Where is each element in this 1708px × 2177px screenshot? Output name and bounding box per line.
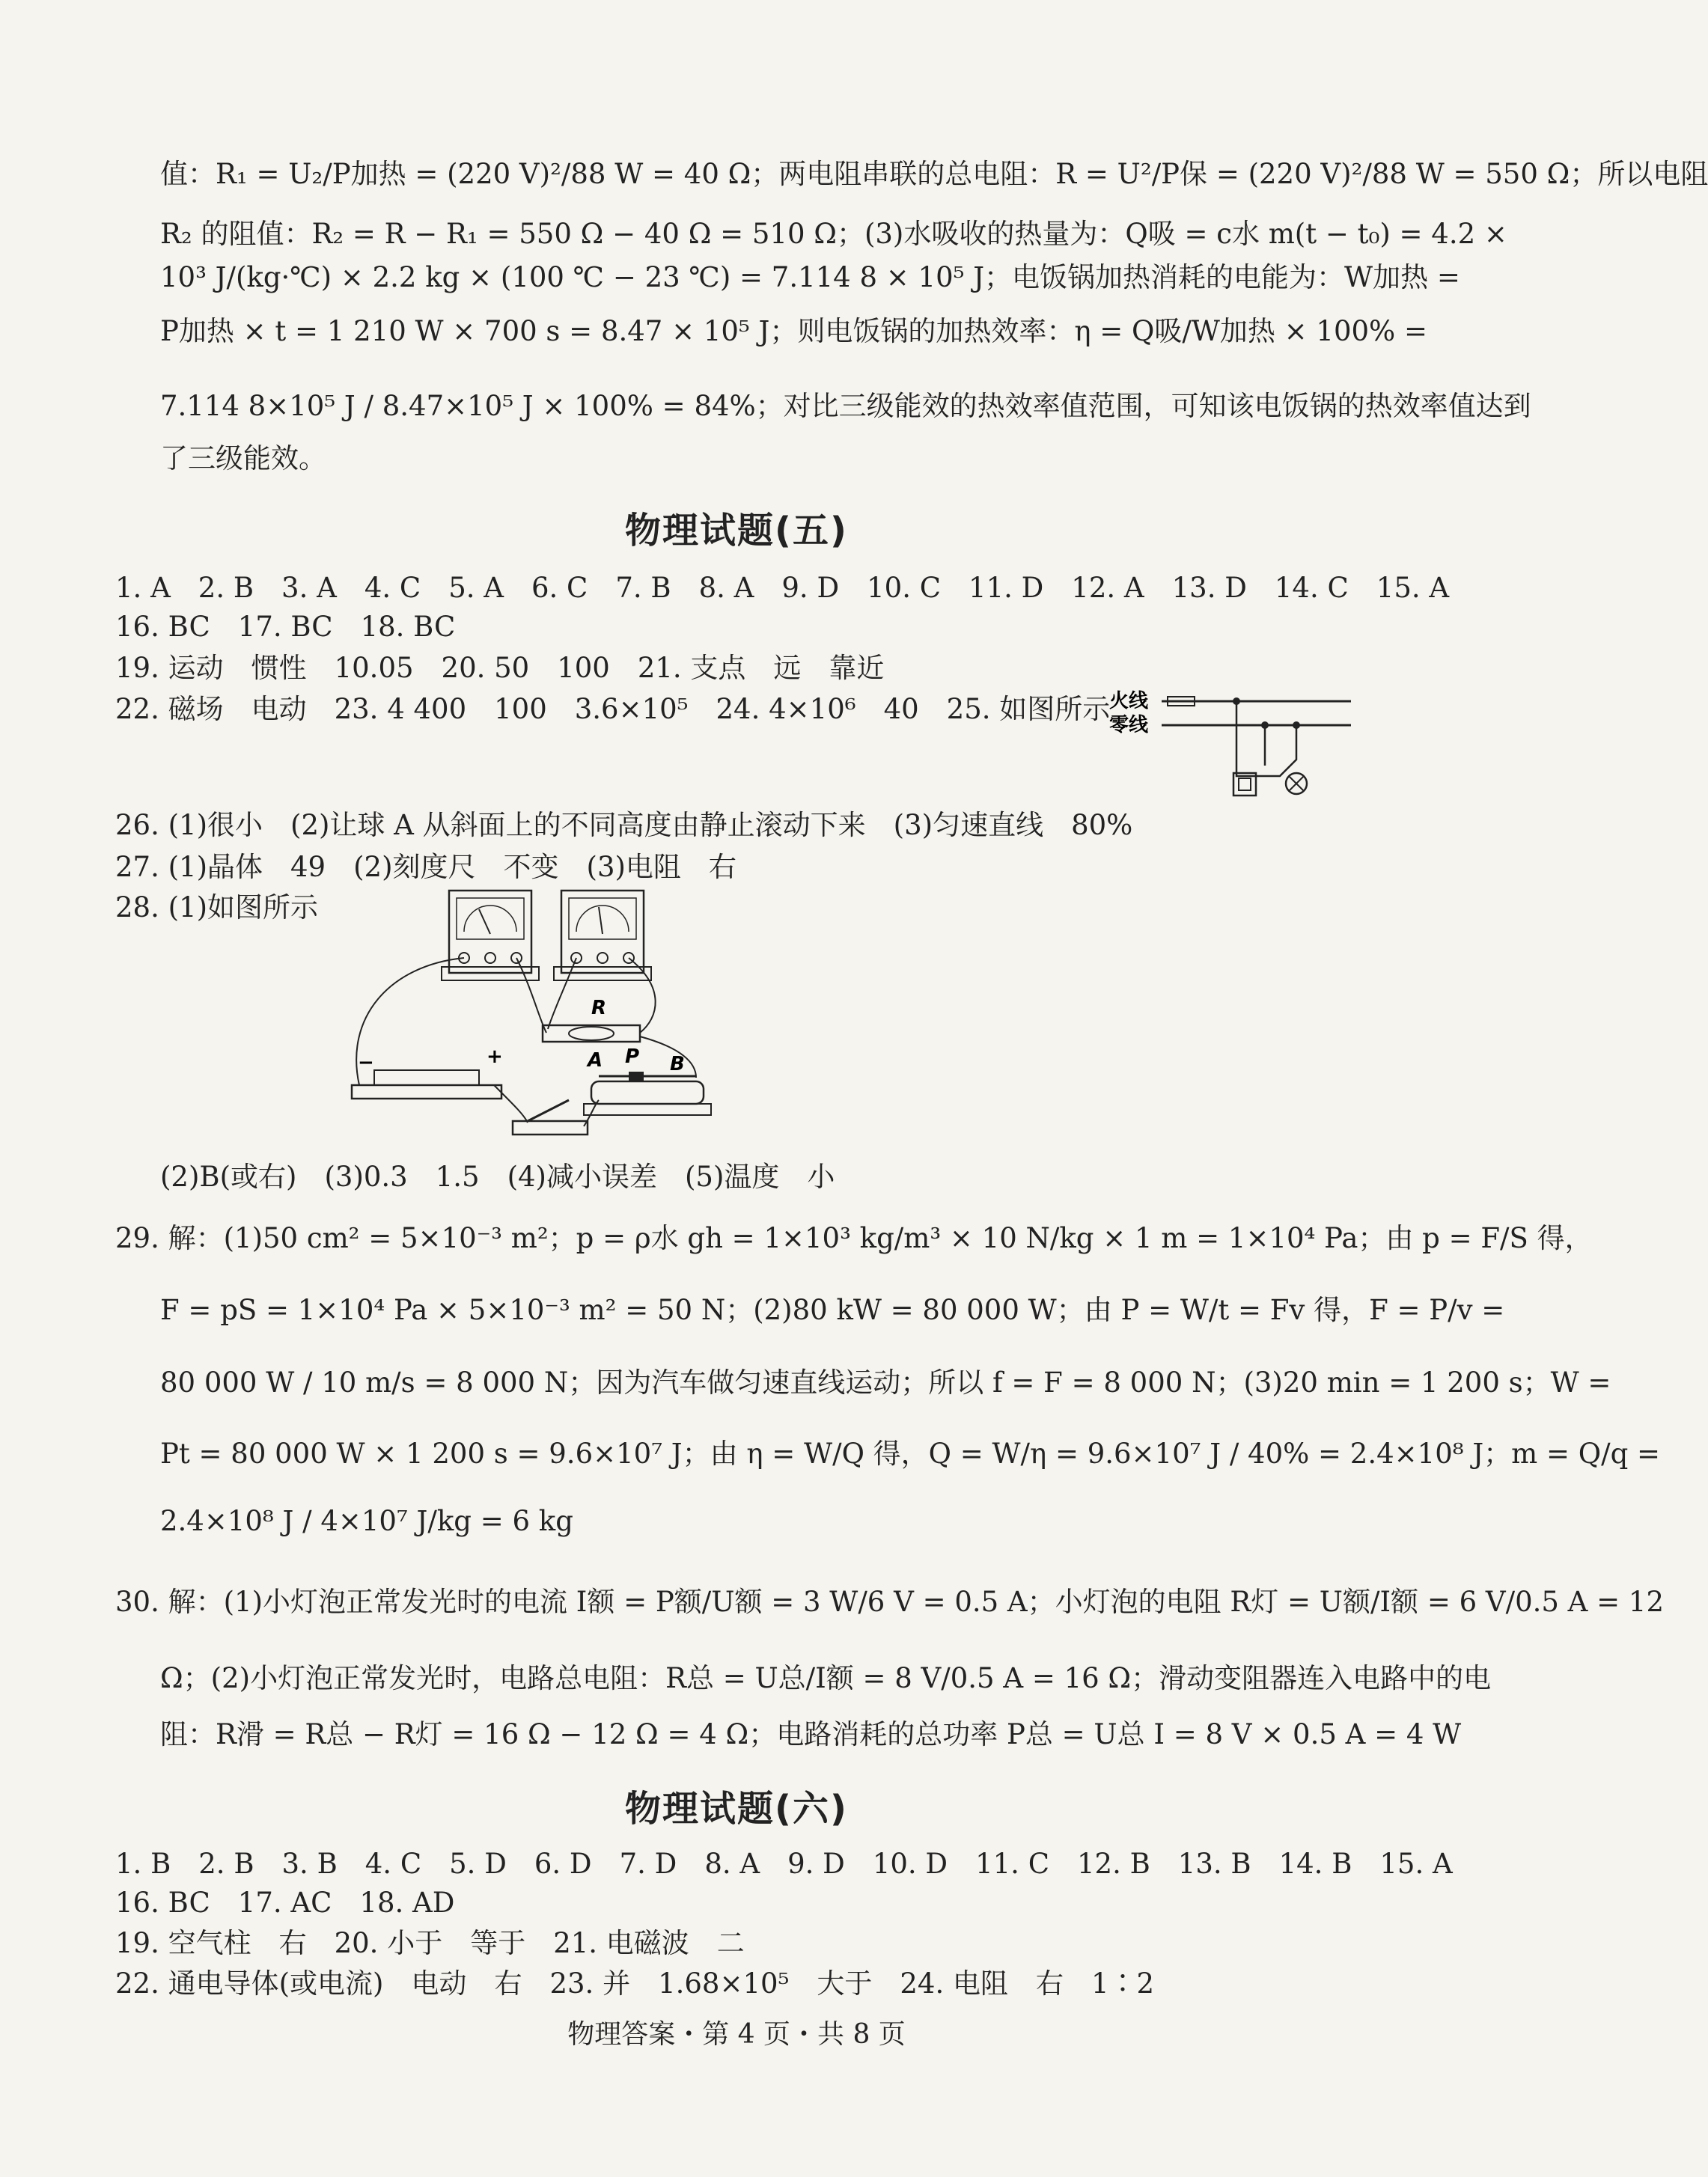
fill-answers-22-24: 22. 通电导体(或电流) 电动 右 23. 并 1.68×10⁵ 大于 24. 电阻 右 1∶2: [115, 1967, 1155, 2000]
solution-line: 2.4×10⁸ J / 4×10⁷ J/kg = 6 kg: [160, 1505, 573, 1537]
page-footer: 物理答案・第 4 页・共 8 页: [567, 2019, 906, 2050]
resistor-icon: [543, 1025, 640, 1042]
ammeter-scale: [464, 906, 516, 932]
circuit-diagram: [344, 883, 733, 1152]
solution-line: R₂ 的阻值：R₂ = R − R₁ = 550 Ω − 40 Ω = 510 Ω；(3)水吸收的热量为：Q吸 = c水 m(t − t₀) = 4.2 ×: [160, 218, 1507, 250]
wiring-diagram: [1108, 685, 1355, 812]
answer-28-rest: (2)B(或右) (3)0.3 1.5 (4)减小误差 (5)温度 小: [160, 1161, 835, 1193]
switch-icon: [513, 1121, 588, 1135]
solution-line: Pt = 80 000 W × 1 200 s = 9.6×10⁷ J；由 η = W/Q 得，Q = W/η = 9.6×10⁷ J / 40% = 2.4×10⁸ J；m = Q/q =: [160, 1438, 1661, 1470]
solution-line: 10³ J/(kg·℃) × 2.2 kg × (100 ℃ − 23 ℃) = 7.114 8 × 10⁵ J；电饭锅加热消耗的电能为：W加热 =: [160, 261, 1460, 293]
solution-line: 了三级能效。: [160, 442, 326, 474]
battery-body: [374, 1070, 479, 1085]
solution-line: F = pS = 1×10⁴ Pa × 5×10⁻³ m² = 50 N；(2)80 kW = 80 000 W；由 P = W/t = Fv 得，F = P/v =: [160, 1294, 1505, 1326]
switch-wire: [1236, 701, 1257, 776]
battery-minus: −: [358, 1051, 374, 1074]
section-title-6: 物理试题(六): [625, 1788, 848, 1830]
rheostat-label-a: A: [588, 1049, 603, 1072]
resistor-body: [569, 1027, 614, 1040]
rheostat-icon: [591, 1081, 704, 1104]
solution-line: 30. 解：(1)小灯泡正常发光时的电流 I额 = P额/U额 = 3 W/6 V = 0.5 A；小灯泡的电阻 R灯 = U额/I额 = 6 V/0.5 A = 12: [115, 1586, 1664, 1618]
solution-line: 值：R₁ = U₂/P加热 = (220 V)²/88 W = 40 Ω；两电阻串联的总电阻：R = U²/P保 = (220 V)²/88 W = 550 Ω；所以电阻: [160, 158, 1708, 190]
battery-icon: [352, 1085, 501, 1099]
battery-plus: +: [487, 1045, 503, 1068]
answer-28: 28. (1)如图所示: [115, 891, 319, 923]
rheostat-label-p: P: [625, 1045, 640, 1068]
rheostat-base: [584, 1104, 711, 1115]
choice-answers-2: 16. BC 17. AC 18. AD: [115, 1887, 455, 1919]
choice-answers-1: 1. A 2. B 3. A 4. C 5. A 6. C 7. B 8. A 9. D 10. C 11. D 12. A 13. D 14. C 15. A: [115, 572, 1450, 604]
answer-27: 27. (1)晶体 49 (2)刻度尺 不变 (3)电阻 右: [115, 851, 736, 883]
solution-line: 7.114 8×10⁵ J / 8.47×10⁵ J × 100% = 84%；对比三级能效的热效率值范围，可知该电饭锅的热效率值达到: [160, 390, 1531, 422]
choice-answers-2: 16. BC 17. BC 18. BC: [115, 611, 456, 643]
choice-answers-1: 1. B 2. B 3. B 4. C 5. D 6. D 7. D 8. A 9. D 10. D 11. C 12. B 13. B 14. B 15. A: [115, 1848, 1453, 1880]
answer-26: 26. (1)很小 (2)让球 A 从斜面上的不同高度由静止滚动下来 (3)匀速直线 80%: [115, 809, 1133, 841]
junction-dot: [1293, 721, 1300, 729]
voltmeter-needle: [599, 907, 603, 934]
solution-line: 阻：R滑 = R总 − R灯 = 16 Ω − 12 Ω = 4 Ω；电路消耗的总功率 P总 = U总 I = 8 V × 0.5 A = 4 W: [160, 1718, 1462, 1750]
section-title-5: 物理试题(五): [625, 510, 848, 552]
ammeter-icon: [449, 891, 531, 973]
terminal: [485, 953, 495, 963]
rheostat-slider: [629, 1072, 644, 1081]
voltmeter-scale: [576, 906, 629, 932]
neutral-wire-label: 零线: [1109, 714, 1149, 736]
solution-line: P加热 × t = 1 210 W × 700 s = 8.47 × 10⁵ J；则电饭锅的加热效率：η = Q吸/W加热 × 100% =: [160, 315, 1427, 347]
wire: [494, 1085, 528, 1123]
socket-inner: [1239, 778, 1251, 790]
wire: [640, 1036, 696, 1078]
rheostat-label-b: B: [670, 1053, 685, 1075]
resistor-label: R: [591, 997, 607, 1019]
fill-answers-19-21: 19. 空气柱 右 20. 小于 等于 21. 电磁波 二: [115, 1927, 745, 1959]
solution-line: 29. 解：(1)50 cm² = 5×10⁻³ m²；p = ρ水 gh = 1×10³ kg/m³ × 10 N/kg × 1 m = 1×10⁴ Pa；由 p = F/S 得，: [115, 1222, 1593, 1254]
terminal: [597, 953, 608, 963]
solution-line: Ω；(2)小灯泡正常发光时，电路总电阻：R总 = U总/I额 = 8 V/0.5 A = 16 Ω；滑动变阻器连入电路中的电: [160, 1662, 1492, 1694]
switch-blade: [528, 1100, 569, 1121]
solution-line: 80 000 W / 10 m/s = 8 000 N；因为汽车做匀速直线运动；所以 f = F = 8 000 N；(3)20 min = 1 200 s；W =: [160, 1367, 1611, 1399]
ammeter-needle: [479, 909, 490, 934]
lamp-wire: [1257, 725, 1296, 776]
live-wire-label: 火线: [1109, 690, 1149, 712]
fill-answers-22-25: 22. 磁场 电动 23. 4 400 100 3.6×10⁵ 24. 4×10⁶ 40 25. 如图所示: [115, 693, 1111, 725]
fill-answers-19-21: 19. 运动 惯性 10.05 20. 50 100 21. 支点 远 靠近: [115, 652, 885, 684]
